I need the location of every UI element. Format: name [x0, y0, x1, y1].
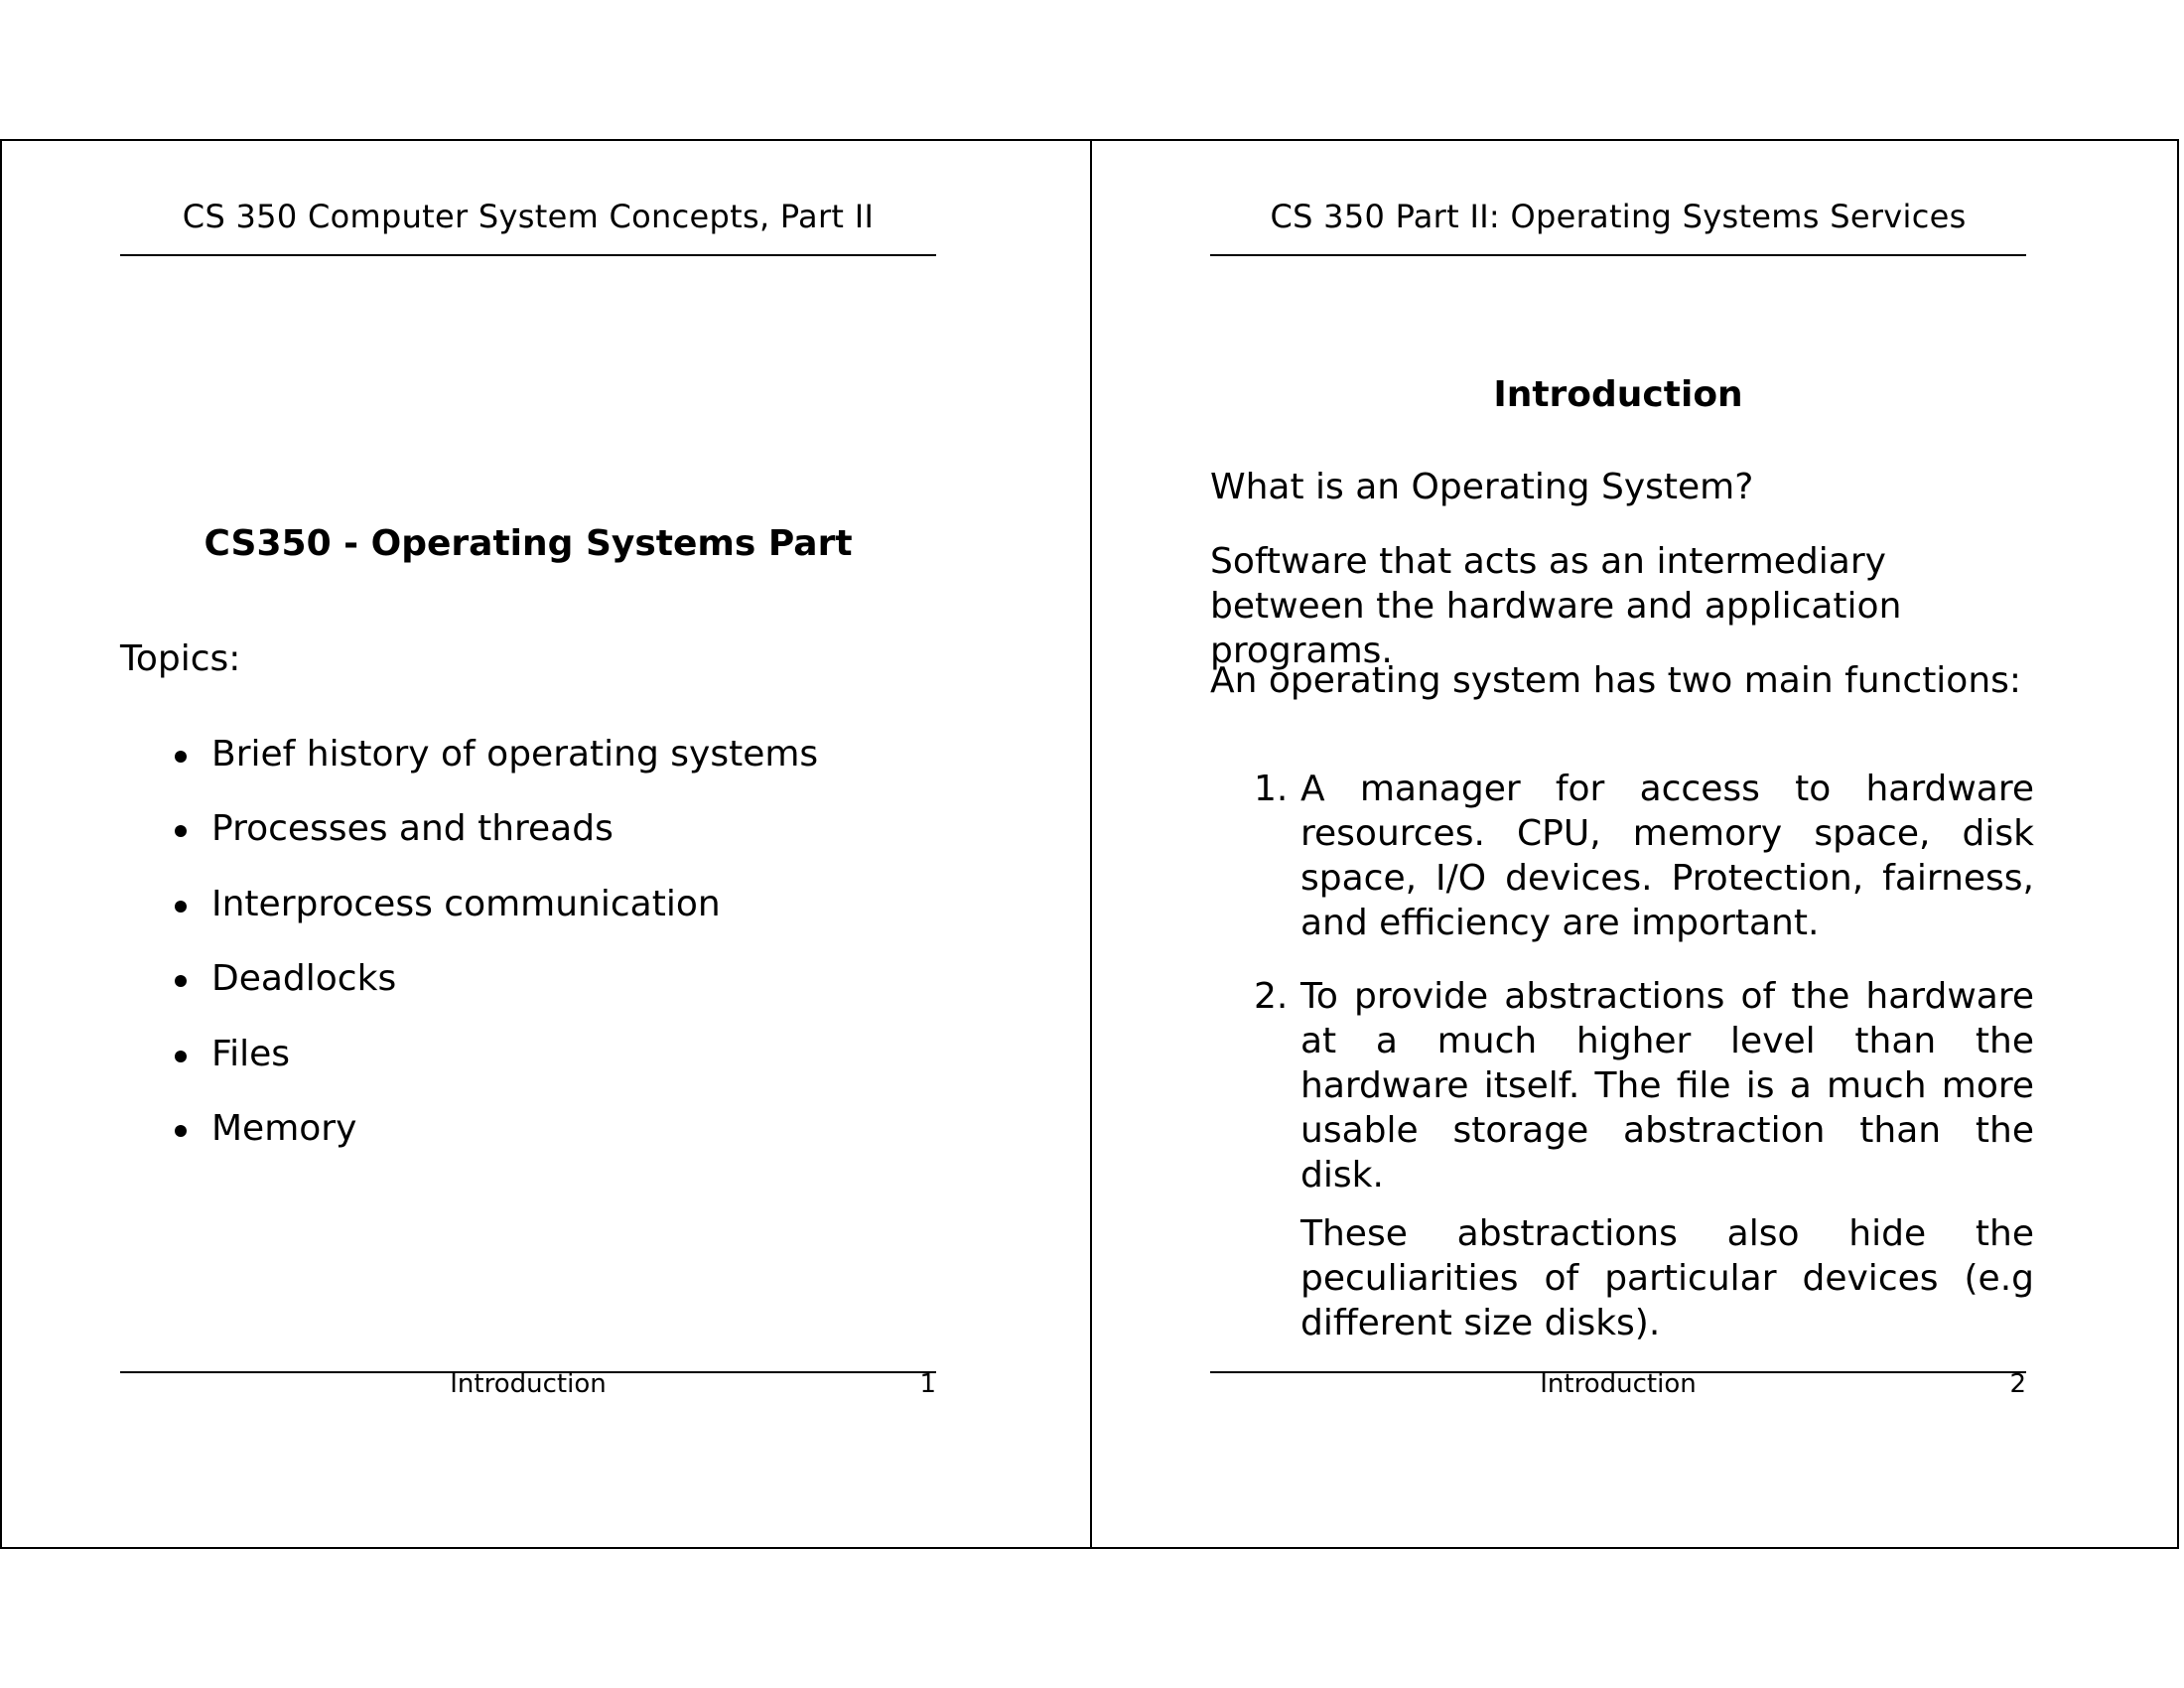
function-list [1210, 767, 2034, 1345]
function-extra-text: These abstractions also hide the peculiarities of particular devices (e.g different size disks). [1300, 1213, 2034, 1343]
function-text: A manager for access to hardware resources. CPU, memory space, disk space, I/O devices. Protection, fairness, and efficiency are important. [1300, 769, 2034, 943]
slide-divider [1090, 139, 1092, 1549]
bullet-icon [175, 1051, 187, 1062]
bullet-icon [175, 975, 187, 987]
footer-label: Introduction [1540, 1369, 1697, 1399]
topic-text: Processes and threads [211, 808, 614, 850]
slide-title: CS350 - Operating Systems Part [204, 523, 853, 564]
definition-text: Software that acts as an intermediary between the hardware and application programs. [1210, 541, 1902, 671]
topic-text: Interprocess communication [211, 883, 721, 924]
header-rule [1210, 254, 2026, 256]
question-text: What is an Operating System? [1210, 467, 1754, 507]
topic-text: Brief history of operating systems [211, 734, 819, 774]
slide-2 [1210, 139, 2034, 1549]
bullet-icon [175, 825, 187, 837]
topic-text: Deadlocks [211, 958, 397, 1000]
list-number: 1. [1254, 769, 1289, 809]
list-item [1210, 767, 2034, 945]
topic-text: Memory [211, 1107, 357, 1149]
page-number: 1 [919, 1369, 936, 1399]
bullet-icon [175, 901, 187, 913]
header-rule [120, 254, 936, 256]
functions-intro: An operating system has two main functions: [1210, 660, 2022, 701]
slide-1 [120, 139, 936, 1549]
list-item [1210, 974, 2034, 1345]
topics-label: Topics: [120, 638, 241, 679]
slide-header: CS 350 Part II: Operating Systems Services [1270, 198, 1967, 235]
slide-header: CS 350 Computer System Concepts, Part II [182, 198, 875, 235]
function-text: To provide abstractions of the hardware at a much higher level than the hardware itself. The file is a much more usable storage abstraction than the disk. [1300, 976, 2034, 1196]
topic-text: Files [211, 1033, 290, 1074]
footer-label: Introduction [450, 1369, 607, 1399]
list-number: 2. [1254, 976, 1289, 1017]
page-number: 2 [2009, 1369, 2026, 1399]
slide-title: Introduction [1493, 374, 1743, 415]
bullet-icon [175, 751, 187, 763]
bullet-icon [175, 1125, 187, 1137]
